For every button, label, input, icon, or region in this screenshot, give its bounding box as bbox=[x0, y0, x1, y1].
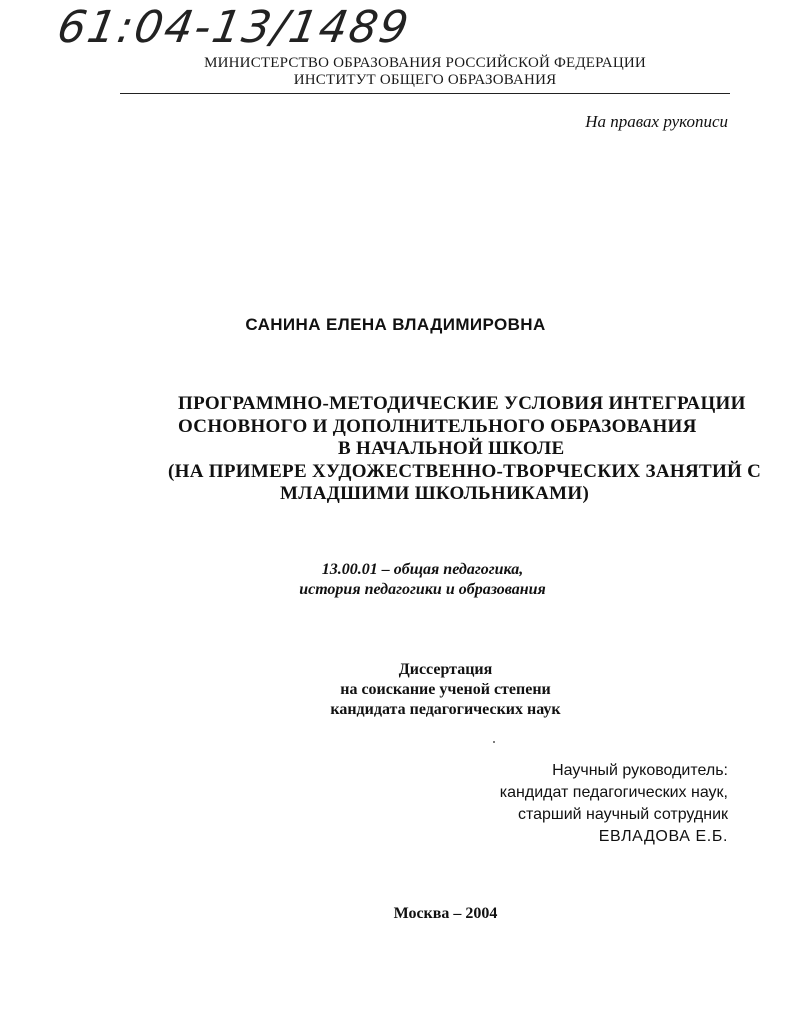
ministry-name: МИНИСТЕРСТВО ОБРАЗОВАНИЯ РОССИЙСКОЙ ФЕДЕРАЦИИ bbox=[204, 55, 646, 71]
supervisor-line: Научный руководитель: bbox=[552, 762, 728, 779]
author-name: САНИНА ЕЛЕНА ВЛАДИМИРОВНА bbox=[245, 315, 546, 334]
dissertation-title bbox=[100, 393, 762, 506]
degree-line: Диссертация bbox=[398, 661, 493, 678]
degree-line: кандидата педагогических наук bbox=[330, 701, 561, 718]
degree-line: на соискание ученой степени bbox=[340, 681, 551, 698]
specialty-line: 13.00.01 – общая педагогика, bbox=[321, 561, 524, 578]
title-line: ПРОГРАММНО-МЕТОДИЧЕСКИЕ УСЛОВИЯ ИНТЕГРАЦИИ bbox=[178, 393, 746, 414]
degree-statement bbox=[0, 660, 791, 720]
title-line: МЛАДШИМИ ШКОЛЬНИКАМИ) bbox=[280, 483, 590, 504]
header-divider bbox=[120, 93, 730, 94]
city-year: Москва – 2004 bbox=[393, 905, 498, 922]
title-line: В НАЧАЛЬНОЙ ШКОЛЕ bbox=[338, 438, 565, 459]
manuscript-rights-note: На правах рукописи bbox=[585, 112, 728, 131]
supervisor-line: кандидат педагогических наук, bbox=[499, 784, 728, 801]
institute-name: ИНСТИТУТ ОБЩЕГО ОБРАЗОВАНИЯ bbox=[293, 72, 557, 88]
scan-speck bbox=[493, 741, 495, 743]
specialty-code bbox=[0, 560, 791, 600]
archive-number-handwritten: 61:04-13/1489 bbox=[53, 2, 414, 53]
supervisor-name: ЕВЛАДОВА Е.Б. bbox=[598, 828, 728, 845]
institution-header bbox=[120, 55, 730, 89]
supervisor-block bbox=[500, 760, 728, 848]
supervisor-line: старший научный сотрудник bbox=[517, 806, 728, 823]
title-line: ОСНОВНОГО И ДОПОЛНИТЕЛЬНОГО ОБРАЗОВАНИЯ bbox=[178, 415, 697, 437]
specialty-line: история педагогики и образования bbox=[299, 581, 546, 598]
title-line: (НА ПРИМЕРЕ ХУДОЖЕСТВЕННО-ТВОРЧЕСКИХ ЗАНЯТИЙ С bbox=[168, 460, 762, 482]
